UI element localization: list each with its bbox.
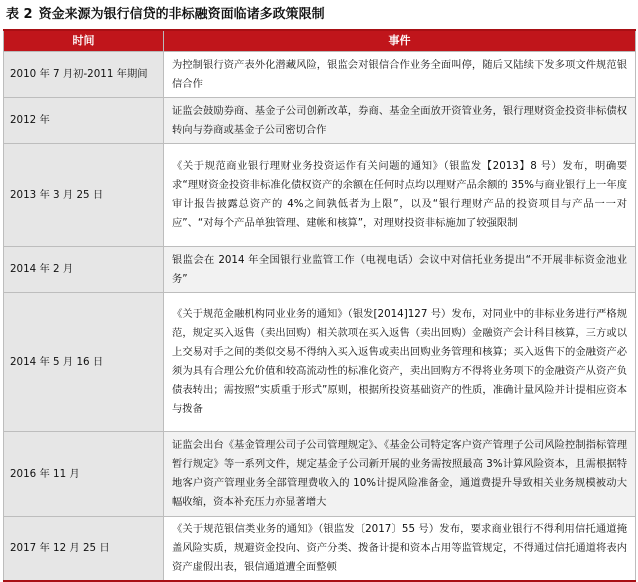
column-header-date: 时间 xyxy=(4,30,164,52)
event-cell: 《关于规范商业银行理财业务投资运作有关问题的通知》（银监发【2013】8 号）发布，明确要求“理财资金投资非标准化债权资产的余额在任何时点均以理财产品余额的 35%与商业银行上一年度审计报告披露总资产的 4%之间孰低者为上限”，以及“银行理财产品的投资项目与产品一一对应”、“对每个产品单独管理、建帐和核算”，对理财投资非标施加了较强限制 xyxy=(164,144,636,247)
date-cell: 2012 年 xyxy=(4,98,164,144)
column-header-event: 事件 xyxy=(164,30,636,52)
table-row xyxy=(4,52,636,98)
date-cell: 2014 年 5 月 16 日 xyxy=(4,293,164,432)
table-row xyxy=(4,517,636,581)
table-row xyxy=(4,98,636,144)
table-row xyxy=(4,432,636,517)
date-cell: 2010 年 7 月初-2011 年期间 xyxy=(4,52,164,98)
date-cell: 2014 年 2 月 xyxy=(4,247,164,293)
table-row xyxy=(4,144,636,247)
table-number: 表 2 xyxy=(6,7,33,22)
event-cell: 银监会在 2014 年全国银行业监管工作（电视电话）会议中对信托业务提出“不开展非标资金池业务” xyxy=(164,247,636,293)
date-cell: 2017 年 12 月 25 日 xyxy=(4,517,164,581)
event-cell: 为控制银行资产表外化潜藏风险，银监会对银信合作业务全面叫停，随后又陆续下发多项文件规范银信合作 xyxy=(164,52,636,98)
table-caption xyxy=(6,4,325,26)
event-cell: 《关于规范银信类业务的通知》（银监发〔2017〕55 号）发布，要求商业银行不得利用信托通道掩盖风险实质，规避资金投向、资产分类、拨备计提和资本占用等监管规定，不得通过信托通道将表内资产虚假出表，银信通道遭全面整顿 xyxy=(164,517,636,581)
table-title: 资金来源为银行信贷的非标融资面临诸多政策限制 xyxy=(38,7,325,22)
date-cell: 2013 年 3 月 25 日 xyxy=(4,144,164,247)
table-row xyxy=(4,293,636,432)
event-cell: 证监会出台《基金管理公司子公司管理规定》、《基金公司特定客户资产管理子公司风险控制指标管理暂行规定》等一系列文件，规定基金子公司新开展的业务需按照最高 3%计算风险资本，且需根据特地客户资产管理业务全部管理费收入的 10%计提风险准备金，通道费提升导致相关业务规模被动大幅收缩，资本补充压力亦显著增大 xyxy=(164,432,636,517)
event-cell: 证监会鼓励券商、基金子公司创新改革，券商、基金全面放开资管业务，银行理财资金投资非标债权转向与券商或基金子公司密切合作 xyxy=(164,98,636,144)
date-cell: 2016 年 11 月 xyxy=(4,432,164,517)
policy-events-table xyxy=(3,29,636,582)
event-cell: 《关于规范金融机构同业业务的通知》（银发[2014]127 号）发布，对同业中的非标业务进行严格规范，规定买入返售（卖出回购）相关款项在买入返售（卖出回购）金融资产会计科目核算，三方或以上交易对手之间的类似交易不得纳入买入返售或卖出回购业务管理和核算；买入返售下的金融资产必须为具有合理公允价值和较高流动性的标准化资产，卖出回购方不得将业务项下的金融资产从资产负债表转出；需按照“实质重于形式”原则，根据所投资基础资产的性质，准确计量风险并计提相应资本与拨备 xyxy=(164,293,636,432)
table-row xyxy=(4,247,636,293)
table-header-row xyxy=(4,30,636,52)
